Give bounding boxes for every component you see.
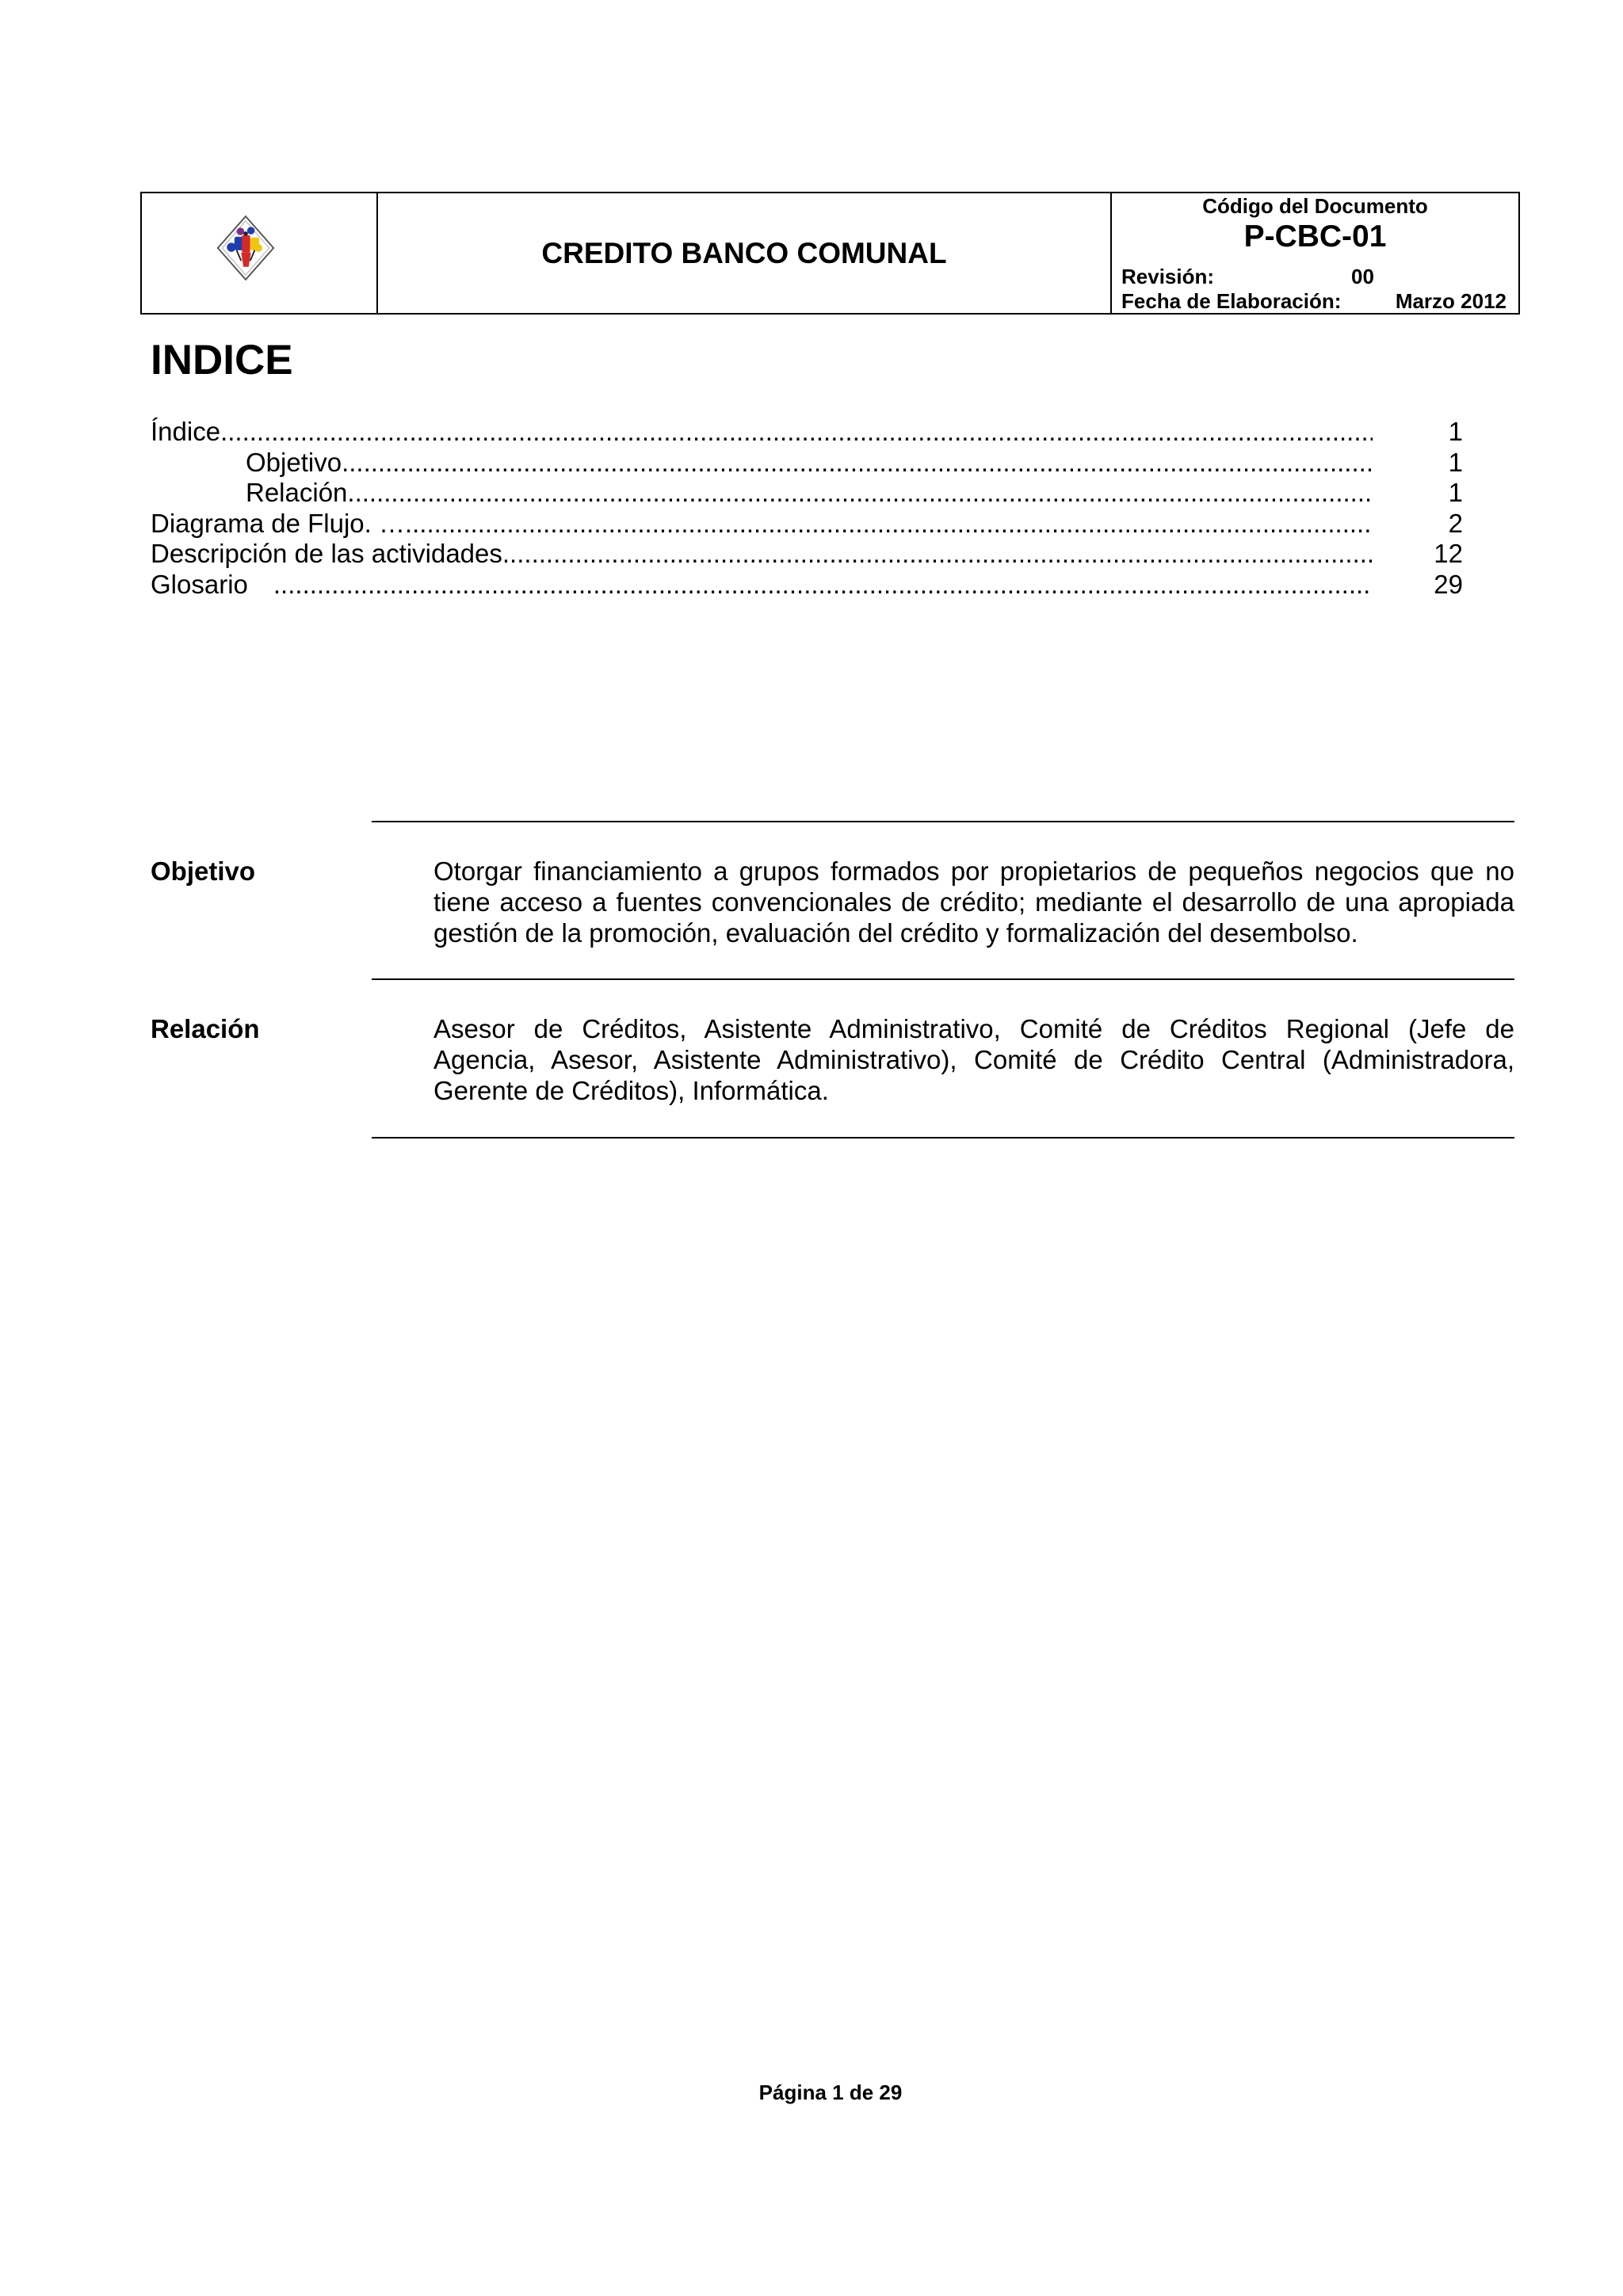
document-code: P-CBC-01 [1243,219,1387,254]
toc-leader [273,570,1373,601]
relation-label: Relación [151,1014,260,1043]
toc-entry [151,539,1463,570]
section-divider [372,821,1514,822]
toc-entry-title: Descripción de las actividades [151,539,502,569]
elaboration-date-label: Fecha de Elaboración: [1121,289,1342,313]
relation-text-line: Agencia, Asesor, Asistente Administrativo), Comité de Crédito Central (Administradora, [433,1045,1514,1074]
toc-entry-title: Glosario [151,569,248,599]
toc-entry [151,509,1463,540]
relation-text [433,1013,1514,1106]
objective-text [433,856,1514,948]
toc-entry-page: 12 [1434,539,1463,569]
toc-entry [151,448,1463,479]
toc-entry [151,478,1463,509]
toc-entry-title: Diagrama de Flujo. … [151,508,405,538]
toc-entry-page: 29 [1434,569,1463,599]
objective-text-line: gestión de la promoción, evaluación del crédito y formalización del desembolso. [433,918,1358,948]
index-heading: INDICE [151,337,293,383]
toc-leader [347,478,1373,509]
toc-entry-title: Relación [246,478,348,508]
document-meta-cell [1112,193,1518,313]
objective-text-line: Otorgar financiamiento a grupos formados por propietarios de pequeños negocios que no [433,856,1514,886]
revision-label: Revisión: [1121,265,1215,288]
elaboration-date-value: Marzo 2012 [1395,289,1507,313]
document-code-label: Código del Documento [1202,194,1428,218]
toc-leader [502,539,1373,570]
toc-entry-page: 1 [1448,478,1463,508]
objective-label: Objetivo [151,856,256,886]
document-header-table [140,192,1520,315]
toc-entry-page: 2 [1448,508,1463,538]
relation-text-line: Gerente de Créditos), Informática. [433,1076,829,1105]
toc-entry [151,417,1463,448]
toc-entry-page: 1 [1448,447,1463,477]
revision-value: 00 [1351,265,1374,288]
page-number-footer: Página 1 de 29 [758,2081,903,2104]
toc-entry [151,570,1463,601]
title-cell [378,193,1112,313]
relation-text-line: Asesor de Créditos, Asistente Administrativo, Comité de Créditos Regional (Jefe de [433,1014,1514,1043]
table-of-contents [151,417,1463,601]
toc-leader [220,417,1373,448]
objective-text-line: tiene acceso a fuentes convencionales de crédito; mediante el desarrollo de una apropiada [433,887,1514,917]
section-divider [372,978,1514,980]
toc-entry-title: Índice [151,417,221,446]
toc-leader [405,509,1373,540]
document-title: CREDITO BANCO COMUNAL [541,236,947,269]
section-divider [372,1137,1514,1138]
toc-leader [342,448,1373,479]
organization-logo-icon [216,214,276,282]
toc-entry-page: 1 [1448,417,1463,446]
logo-cell [142,193,378,313]
toc-entry-title: Objetivo [246,447,342,477]
